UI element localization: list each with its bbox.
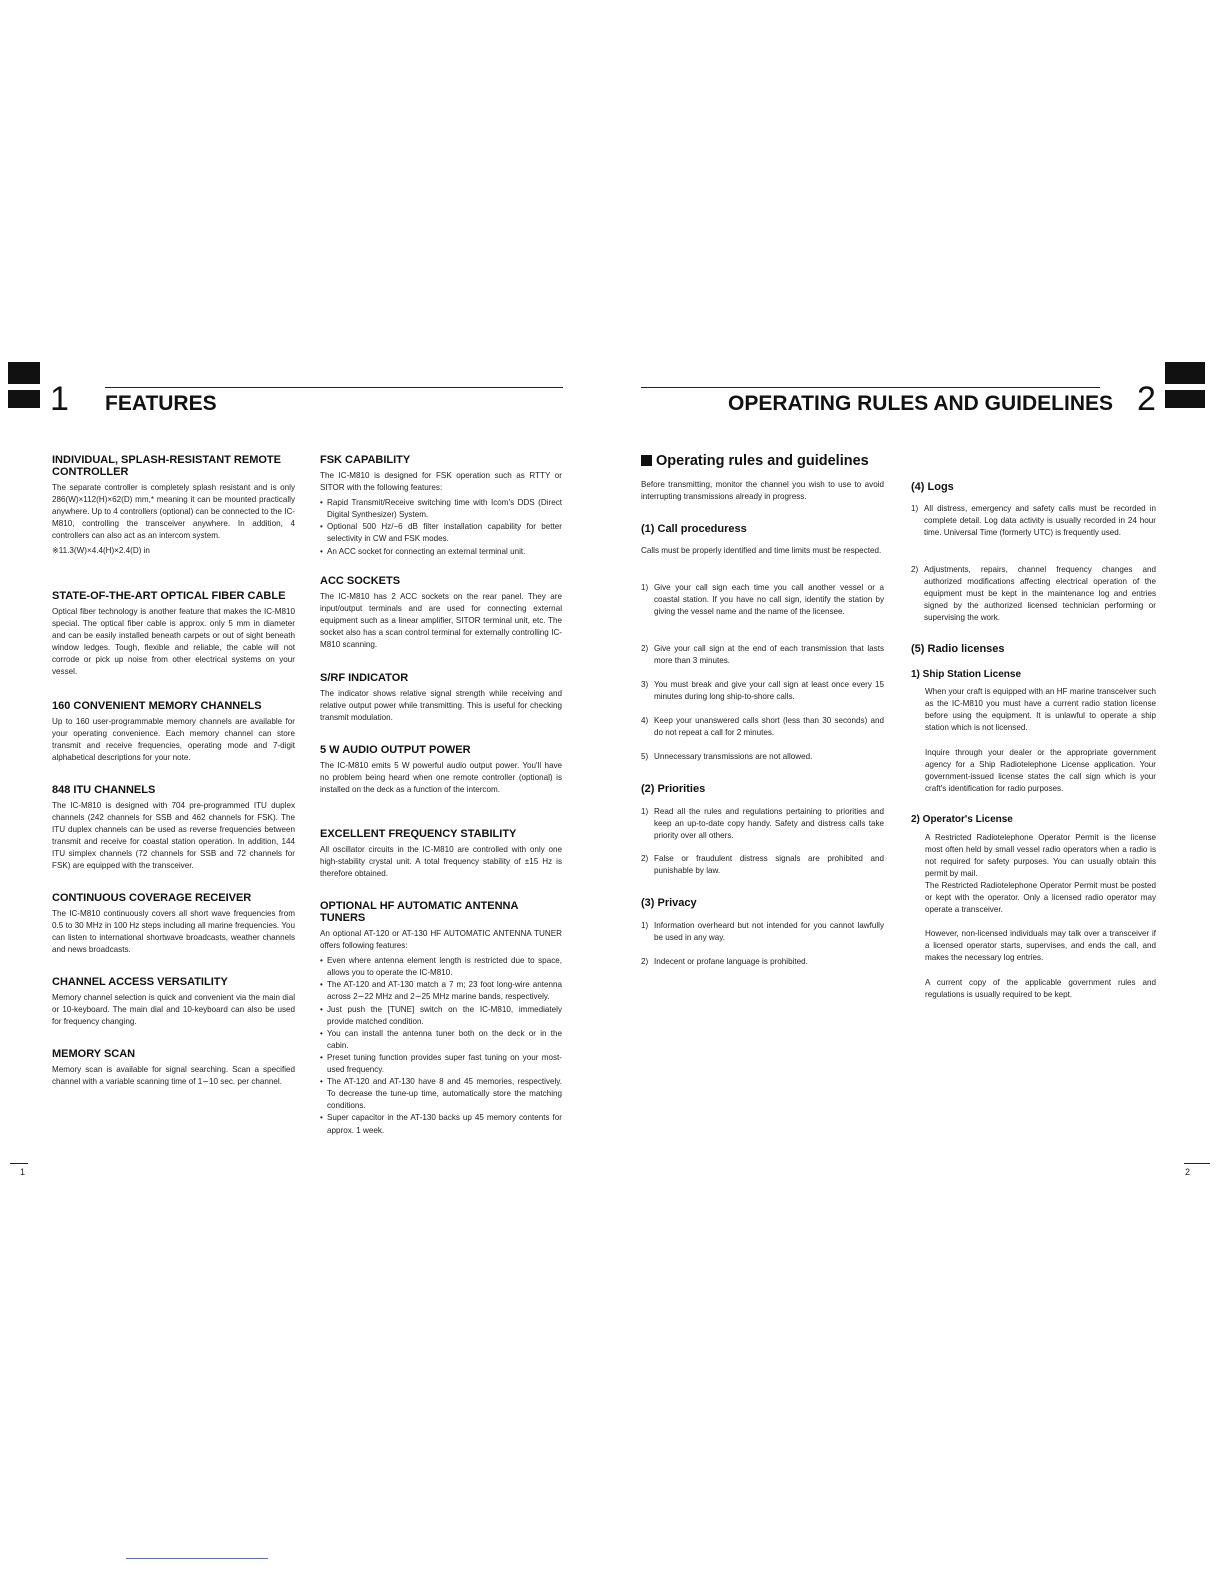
privacy-heading: (3) Privacy (641, 897, 697, 909)
chapter-title-left: FEATURES (105, 392, 217, 415)
rule-number: 5) (641, 752, 649, 761)
ship-license-heading: 1) Ship Station License (911, 669, 1022, 680)
rule-text: Indecent or profane language is prohibited. (654, 957, 808, 966)
rule-number: 3) (641, 680, 649, 689)
rule-item (641, 853, 884, 877)
operating-rules-heading-text: Operating rules and guidelines (656, 453, 869, 469)
rule-text: Give your call sign at the end of each transmission that lasts more than 3 minutes. (654, 644, 884, 666)
feature-paragraph: The IC-M810 has 2 ACC sockets on the rear panel. They are input/output terminals and are used for connecting external equipment such as a linear amplifier, SITOR terminal unit, etc. The socket also has a scan control terminal for externally controlling IC-M810 scanning. (320, 592, 562, 650)
feature-paragraph: The IC-M810 emits 5 W powerful audio output power. You'll have no problem being heard when one remote controller (optional) is installed on the deck as a function of the intercom. (320, 761, 562, 795)
feature-heading: 160 CONVENIENT MEMORY CHANNELS (52, 700, 262, 712)
page-number-left: 1 (20, 1167, 26, 1177)
rule-number: 2) (641, 957, 649, 966)
chapter-tab-right-lower (1165, 390, 1205, 408)
priorities-heading: (2) Priorities (641, 783, 706, 795)
header-rule-left (105, 387, 563, 388)
rule-text: Read all the rules and regulations pertaining to priorities and keep an up-to-date copy handy. Safety and distress calls take priority over all others. (654, 807, 884, 841)
feature-section (52, 590, 295, 682)
feature-paragraph: Memory channel selection is quick and convenient via the main dial or 10-keyboard. The main dial and 10-keyboard can also be used for frequency changing. (52, 993, 295, 1027)
license-paragraph: A current copy of the applicable government rules and regulations is usually required to be kept. (925, 978, 1156, 1000)
feature-heading: CHANNEL ACCESS VERSATILITY (52, 976, 228, 988)
rule-number: 4) (641, 716, 649, 725)
chapter-number-left: 1 (50, 380, 69, 418)
rule-item (641, 582, 884, 618)
feature-section (52, 700, 295, 767)
feature-paragraph: Memory scan is available for signal searching. Scan a specified channel with a variable scanning time of 1∼10 sec. per channel. (52, 1065, 295, 1087)
feature-heading: FSK CAPABILITY (320, 454, 411, 466)
feature-section (52, 976, 295, 1031)
bullet-item: • Just push the [TUNE] switch on the IC-M810, immediately provide matched condition. (320, 1004, 562, 1028)
rule-number: 2) (641, 854, 649, 863)
bullet-item: • An ACC socket for connecting an external terminal unit. (320, 546, 562, 558)
chapter-tab-right (1165, 362, 1205, 384)
footer-rule-right (1184, 1163, 1210, 1164)
feature-paragraph: The indicator shows relative signal strength while receiving and relative output power while transmitting. This is useful for checking transmit modulation. (320, 689, 562, 723)
rule-number: 2) (911, 565, 919, 574)
feature-section (52, 454, 295, 561)
feature-section (320, 900, 562, 1137)
operating-rules-heading (641, 453, 869, 469)
feature-section (320, 828, 562, 883)
call-procedures-intro: Calls must be properly identified and time limits must be respected. (641, 546, 882, 555)
rule-item (641, 920, 884, 944)
feature-section (320, 744, 562, 799)
license-paragraph: However, non-licensed individuals may talk over a transceiver if a licensed operator starts, supervises, and ends the call, and makes the necessary log entries. (925, 929, 1156, 963)
link-underline (126, 1558, 268, 1559)
rule-item (641, 643, 884, 667)
bullet-item: • You can install the antenna tuner both on the deck or in the cabin. (320, 1028, 562, 1052)
chapter-tab-left (8, 362, 40, 384)
intro-paragraph: Before transmitting, monitor the channel you wish to use to avoid interrupting transmissions already in progress. (641, 480, 884, 502)
feature-paragraph: The separate controller is completely splash resistant and is only 286(W)×112(H)×62(D) mm,* meaning it can be mounted practically anywhere. Up to 4 controllers (optional) can be connected to the IC-M810, controlling the transceiver anywhere. In addition, 4 controllers can also act as an intercom system. (52, 483, 295, 541)
rule-text: All distress, emergency and safety calls must be recorded in complete detail. Log data activity is usually recorded in 24 hour time. Universal Time (formerly UTC) is frequently used. (924, 504, 1156, 538)
feature-section (52, 1048, 295, 1091)
feature-heading: STATE-OF-THE-ART OPTICAL FIBER CABLE (52, 590, 286, 602)
license-paragraph: Inquire through your dealer or the appropriate government agency for a Ship Radiotelephone License application. Your government-issued license states the call sign which is your craft's identification for radio purposes. (925, 748, 1156, 794)
feature-heading: 848 ITU CHANNELS (52, 784, 156, 796)
feature-bullets (320, 955, 562, 1136)
feature-section (320, 454, 562, 558)
rule-number: 1) (641, 807, 649, 816)
operator-license-heading: 2) Operator's License (911, 814, 1013, 825)
square-bullet-icon (641, 455, 652, 466)
chapter-title-right: OPERATING RULES AND GUIDELINES (728, 392, 1114, 415)
feature-paragraph: The IC-M810 is designed for FSK operation such as RTTY or SITOR with the following features: (320, 471, 562, 493)
feature-section (52, 892, 295, 959)
rule-number: 1) (641, 921, 649, 930)
rule-number: 1) (641, 583, 649, 592)
feature-footnote: ※11.3(W)×4.4(H)×2.4(D) in (52, 546, 150, 556)
rule-text: Adjustments, repairs, channel frequency changes and authorized modifications affecting electrical operation of the equipment must be kept in the maintenance log and entries signed by the authorized licensed technician performing or supervising the work. (924, 565, 1156, 623)
bullet-item: • Optional 500 Hz/−6 dB filter installation capability for better selectivity in CW and FSK modes. (320, 521, 562, 545)
feature-paragraph: The IC-M810 is designed with 704 pre-programmed ITU duplex channels (242 channels for SSB and 462 channels for FSK). The ITU duplex channels can be used as reverse frequencies between transmit and receive for coastal station operation. In addition, 144 ITU simplex channels (72 channels for SSB and 72 channels for FSK) are equipped with the transceiver. (52, 801, 295, 871)
page-number-right: 2 (1185, 1167, 1191, 1177)
license-paragraph: The Restricted Radiotelephone Operator Permit must be posted or kept with the operator. Only a licensed radio operator may operate a transceiver. (925, 881, 1156, 915)
license-paragraph: A Restricted Radiotelephone Operator Permit is the license most often held by small vessel radio operators when a radio is not required for safety purposes. You can usually obtain this permit by mail. (925, 833, 1156, 879)
rule-item (641, 806, 884, 842)
feature-section (320, 672, 562, 727)
feature-heading: ACC SOCKETS (320, 575, 401, 587)
feature-paragraph: The IC-M810 continuously covers all short wave frequencies from 0.5 to 30 MHz in 100 Hz steps including all marine frequencies. You can listen to international shortwave broadcasts, weather channels and news broadcasts. (52, 909, 295, 955)
license-paragraph: When your craft is equipped with an HF marine transceiver such as the IC-M810 you must have a current radio station license before using the equipment. It is unlawful to operate a ship station which is not licensed. (925, 687, 1156, 733)
logs-heading: (4) Logs (911, 481, 954, 493)
feature-paragraph: An optional AT-120 or AT-130 HF AUTOMATIC ANTENNA TUNER offers following features: (320, 929, 562, 951)
footer-rule-left (10, 1163, 28, 1164)
rule-item (641, 956, 884, 968)
rule-text: You must break and give your call sign at least once every 15 minutes during long ship-to-shore calls. (654, 680, 884, 702)
feature-heading: EXCELLENT FREQUENCY STABILITY (320, 828, 517, 840)
bullet-item: • Preset tuning function provides super fast tuning on your most-used frequency. (320, 1052, 562, 1076)
rule-text: Information overheard but not intended for you cannot lawfully be used in any way. (654, 921, 884, 943)
bullet-item: • Super capacitor in the AT-130 backs up 45 memory contents for approx. 1 week. (320, 1112, 562, 1136)
rule-item (641, 715, 884, 739)
feature-section (320, 575, 562, 654)
feature-heading: MEMORY SCAN (52, 1048, 136, 1060)
rule-text: False or fraudulent distress signals are prohibited and punishable by law. (654, 854, 884, 876)
rule-text: Give your call sign each time you call another vessel or a coastal station. If you have no call sign, identify the station by giving the vessel name and the name of the licensee. (654, 583, 884, 617)
feature-heading: 5 W AUDIO OUTPUT POWER (320, 744, 471, 756)
chapter-tab-left-lower (8, 390, 40, 408)
bullet-item: • Even where antenna element length is restricted due to space, allows you to operate the IC-M810. (320, 955, 562, 979)
feature-heading: OPTIONAL HF AUTOMATIC ANTENNA TUNERS (320, 900, 518, 924)
feature-heading: S/RF INDICATOR (320, 672, 409, 684)
feature-section (52, 784, 295, 876)
feature-paragraph: Optical fiber technology is another feature that makes the IC-M810 special. The optical fiber cable is approx. only 5 mm in diameter and can be easily installed beneath carpets or out of sight beneath window ledges. Tough, flexible and reliable, the cable will not corrode or pick up noise from other electrical systems on your vessel. (52, 607, 295, 677)
feature-bullets (320, 497, 562, 557)
feature-paragraph: All oscillator circuits in the IC-M810 are controlled with only one high-stability crystal unit. A total frequency stability of ±15 Hz is therefore obtained. (320, 845, 562, 879)
radio-licenses-heading: (5) Radio licenses (911, 643, 1005, 655)
rule-number: 1) (911, 504, 919, 513)
call-procedures-heading: (1) Call proceduress (641, 523, 747, 535)
bullet-item: • The AT-120 and AT-130 have 8 and 45 memories, respectively. To decrease the tune-up time, automatically store the matching conditions. (320, 1076, 562, 1112)
rule-number: 2) (641, 644, 649, 653)
bullet-item: • Rapid Transmit/Receive switching time with Icom's DDS (Direct Digital Synthesizer) System. (320, 497, 562, 521)
chapter-number-right: 2 (1137, 380, 1156, 418)
header-rule-right (641, 387, 1100, 388)
feature-heading: INDIVIDUAL, SPLASH-RESISTANT REMOTE CONTROLLER (52, 454, 281, 478)
rule-text: Unnecessary transmissions are not allowed. (654, 752, 813, 761)
rule-item (641, 751, 884, 763)
rule-item (911, 564, 1156, 624)
feature-heading: CONTINUOUS COVERAGE RECEIVER (52, 892, 252, 904)
rule-text: Keep your unanswered calls short (less than 30 seconds) and do not repeat a call for 2 minutes. (654, 716, 884, 738)
feature-paragraph: Up to 160 user-programmable memory channels are available for your operating convenience. Each memory channel can store transmit and receive frequencies, operating mode and 7-digit alphabetical descriptions for your note. (52, 717, 295, 763)
bullet-item: • The AT-120 and AT-130 match a 7 m; 23 foot long-wire antenna across 2∼22 MHz and 2∼25 MHz marine bands, respectively. (320, 979, 562, 1003)
rule-item (911, 503, 1156, 539)
rule-item (641, 679, 884, 703)
